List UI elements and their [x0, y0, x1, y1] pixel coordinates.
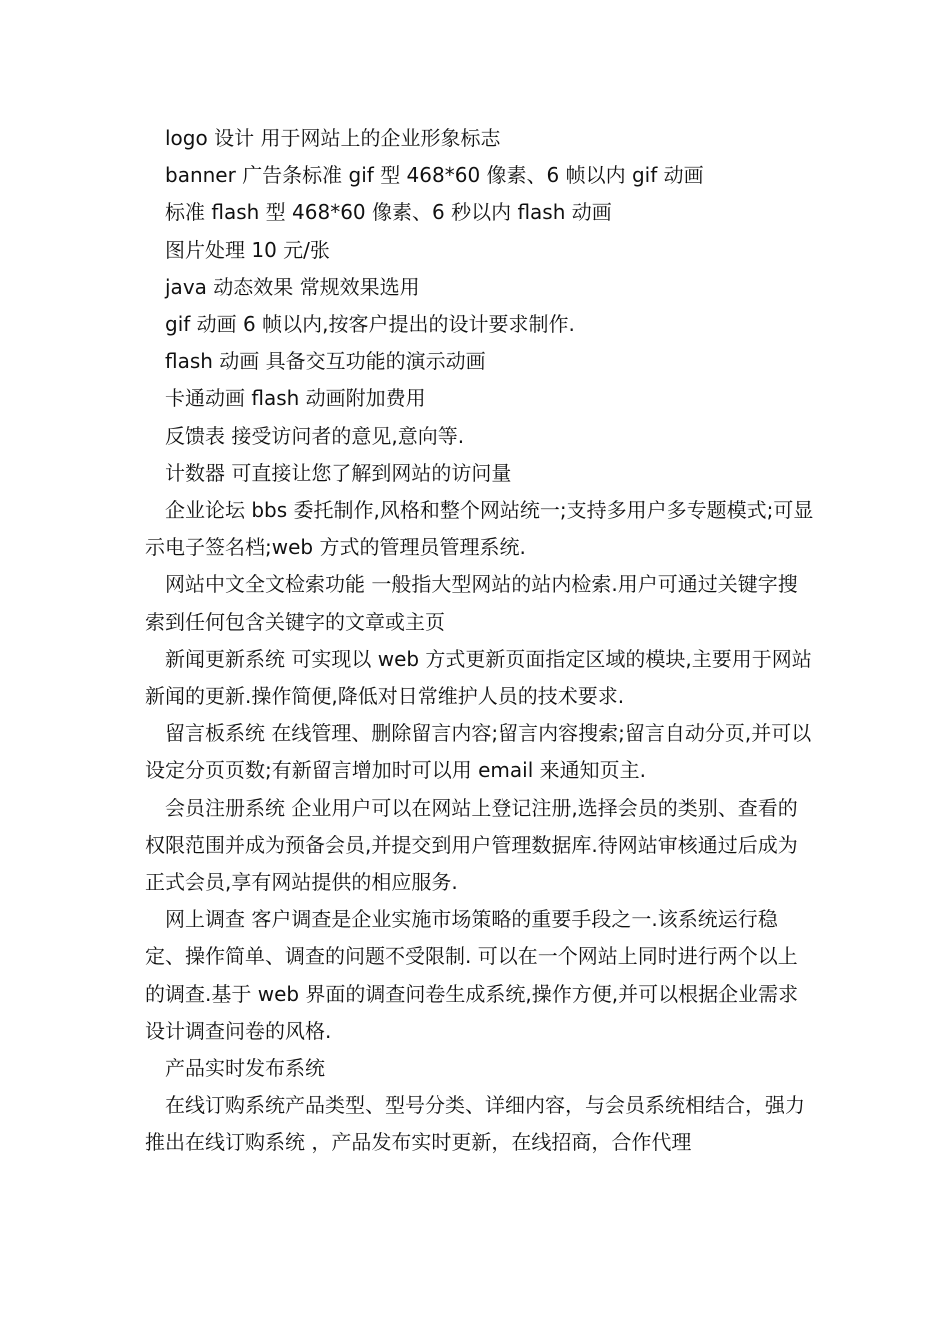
- paragraph-fulltext-search: 网站中文全文检索功能 一般指大型网站的站内检索.用户可通过关键字搜索到任何包含关键字的文章或主页: [145, 572, 798, 634]
- paragraph-news-update: 新闻更新系统 可实现以 web 方式更新页面指定区域的模块,主要用于网站新闻的更新.操作简便,降低对日常维护人员的技术要求.: [145, 646, 812, 709]
- paragraph-image-processing: 图片处理 10 元/张: [165, 237, 330, 262]
- paragraph-java-effects: java 动态效果 常规效果选用: [165, 274, 420, 299]
- paragraph-logo-design: logo 设计 用于网站上的企业形象标志: [165, 126, 501, 150]
- paragraph-online-survey: 网上调查 客户调查是企业实施市场策略的重要手段之一.该系统运行稳定、操作简单、调查的问题不受限制. 可以在一个网站上同时进行两个以上的调查.基于 web 界面的调查问卷生成系统,操作方便,并可以根据企业需求设计调查问卷的风格.: [145, 907, 799, 1043]
- paragraph-product-release: 产品实时发布系统: [165, 1056, 325, 1081]
- paragraph-guestbook: 留言板系统 在线管理、删除留言内容;留言内容搜索;留言自动分页,并可以设定分页页数;有新留言增加时可以用 email 来通知页主.: [145, 721, 812, 783]
- paragraph-online-ordering: 在线订购系统产品类型、型号分类、详细内容，与会员系统相结合，强力推出在线订购系统 ，产品发布实时更新，在线招商，合作代理: [145, 1093, 805, 1155]
- paragraph-gif-animation: gif 动画 6 帧以内,按客户提出的设计要求制作.: [165, 312, 575, 337]
- document-body: [145, 120, 815, 1162]
- paragraph-feedback-form: 反馈表 接受访问者的意见,意向等.: [165, 423, 465, 448]
- paragraph-bbs-forum: 企业论坛 bbs 委托制作,风格和整个网站统一;支持多用户多专题模式;可显示电子签名档;web 方式的管理员管理系统.: [145, 498, 814, 560]
- paragraph-counter: 计数器 可直接让您了解到网站的访问量: [165, 460, 512, 485]
- paragraph-flash-animation: flash 动画 具备交互功能的演示动画: [165, 349, 486, 374]
- paragraph-cartoon-animation: 卡通动画 flash 动画附加费用: [165, 386, 426, 411]
- paragraph-banner-flash: 标准 flash 型 468*60 像素、6 秒以内 flash 动画: [165, 200, 612, 225]
- paragraph-banner-gif: banner 广告条标准 gif 型 468*60 像素、6 帧以内 gif 动画: [165, 163, 704, 188]
- paragraph-member-registration: 会员注册系统 企业用户可以在网站上登记注册,选择会员的类别、查看的权限范围并成为预备会员,并提交到用户管理数据库.待网站审核通过后成为正式会员,享有网站提供的相应服务.: [145, 795, 798, 895]
